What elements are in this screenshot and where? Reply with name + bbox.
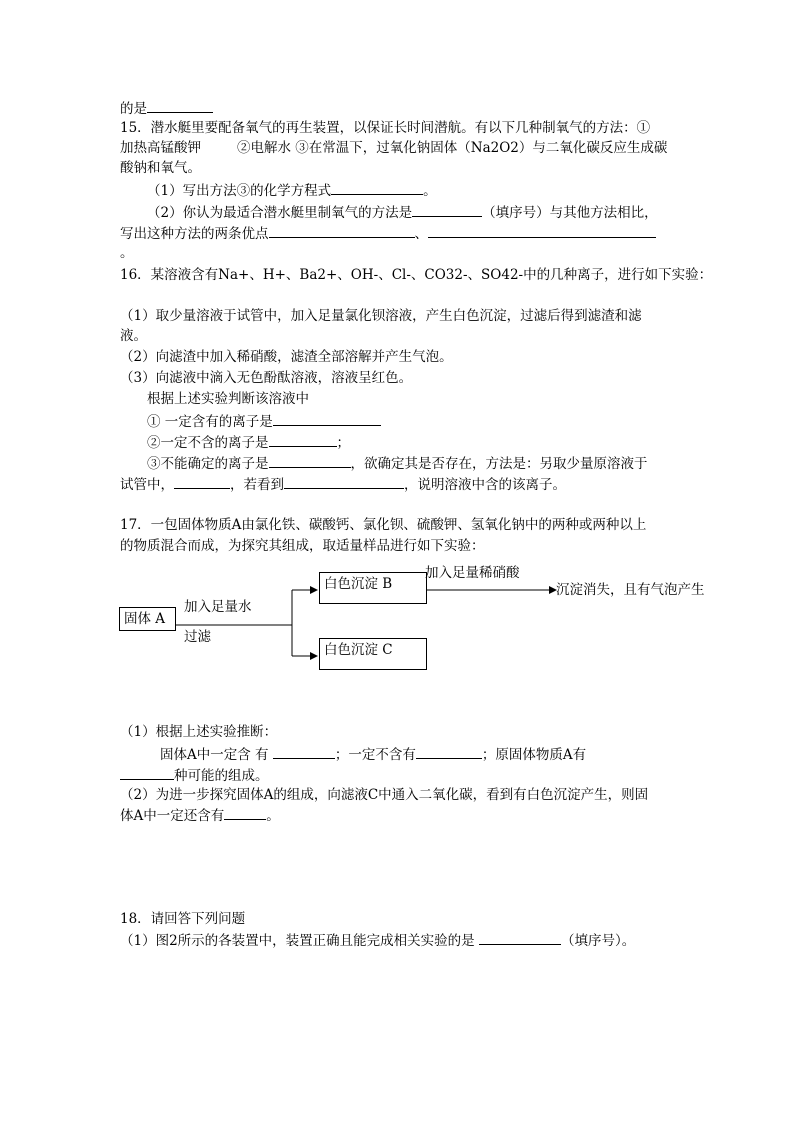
blank bbox=[273, 745, 335, 759]
q16-step3: （3）向滤液中滴入无色酚酞溶液，溶液呈红色。 bbox=[120, 370, 413, 386]
solid-a-box: 固体 A bbox=[119, 607, 176, 631]
precipitate-c-box: 白色沉淀 C bbox=[319, 638, 427, 670]
q15-sub1: （1）写出方法③的化学方程式 。 bbox=[147, 183, 437, 199]
q16-ans4: 试管中， ，若看到 ，说明溶液中含的该离子。 bbox=[120, 477, 566, 493]
result-label: 沉淀消失，且有气泡产生 bbox=[556, 582, 705, 598]
q16-ans3: ③不能确定的离子是 ，欲确定其是否存在，方法是：另取少量原溶液于 bbox=[147, 456, 648, 472]
q18-sub1: （1）图2所示的各装置中，装置正确且能完成相关实验的是 （填序号）。 bbox=[120, 933, 636, 949]
q16-step2: （2）向滤渣中加入稀硝酸，滤渣全部溶解并产生气泡。 bbox=[120, 349, 453, 365]
q16-ans1: ① 一定含有的离子是 bbox=[147, 412, 381, 431]
q15-line3: 酸钠和氧气。 bbox=[120, 160, 201, 176]
q17-part2b: 体A中一定还含有 。 bbox=[120, 808, 280, 824]
q16-ans2: ②一定不含的离子是 ； bbox=[147, 435, 350, 451]
q17-part1-count: 种可能的组成。 bbox=[120, 766, 269, 785]
blank bbox=[416, 745, 482, 759]
add-acid-label: 加入足量稀硝酸 bbox=[425, 565, 520, 581]
blank bbox=[224, 806, 266, 820]
q16-judge: 根据上述实验判断该溶液中 bbox=[147, 391, 309, 407]
filter-label: 过滤 bbox=[184, 629, 211, 645]
q16-line1: 16．某溶液含有Na+、H+、Ba2+、OH-、Cl-、CO32-、SO42-中的几种离子，进行如下实验： bbox=[120, 267, 713, 283]
q15-line1: 15．潜水艇里要配备氧气的再生装置，以保证长时间潜航。有以下几种制氧气的方法：① bbox=[120, 120, 651, 136]
q15-sub2-advantages: 写出这种方法的两条优点 、 bbox=[120, 224, 656, 243]
q17-part1: （1）根据上述实验推断： bbox=[120, 724, 278, 740]
precipitate-b-box: 白色沉淀 B bbox=[319, 572, 427, 604]
q15-sub2: （2）你认为最适合潜水艇里制氧气的方法是 （填序号）与其他方法相比， bbox=[147, 205, 658, 221]
add-water-label: 加入足量水 bbox=[184, 599, 252, 615]
q16-step1a: （1）取少量溶液于试管中，加入足量氯化钡溶液，产生白色沉淀，过滤后得到滤渣和滤 bbox=[120, 308, 642, 324]
q17-line1: 17．一包固体物质A由氯化铁、碳酸钙、氯化钡、硫酸钾、氢氧化钠中的两种或两种以上 bbox=[120, 517, 647, 533]
q14-tail: 的是 bbox=[120, 99, 213, 118]
q17-line2: 的物质混合而成，为探究其组成，取适量样品进行如下实验： bbox=[120, 538, 485, 554]
q18-line1: 18．请回答下列问题 bbox=[120, 911, 246, 927]
q17-part1-answers: 固体A中一定含 有 ；一定不含有 ；原固体物质A有 bbox=[160, 747, 587, 763]
blank bbox=[479, 931, 561, 945]
q15-line2: 加热高锰酸钾 ②电解水 ③在常温下，过氧化钠固体（Na2O2）与二氧化碳反应生成碳 bbox=[120, 140, 668, 156]
q17-part2a: （2）为进一步探究固体A的组成，向滤液C中通入二氧化碳，看到有白色沉淀产生，则固 bbox=[120, 787, 649, 803]
blank bbox=[120, 766, 174, 780]
q15-end: 。 bbox=[120, 245, 134, 261]
q16-step1b: 液。 bbox=[120, 328, 147, 344]
